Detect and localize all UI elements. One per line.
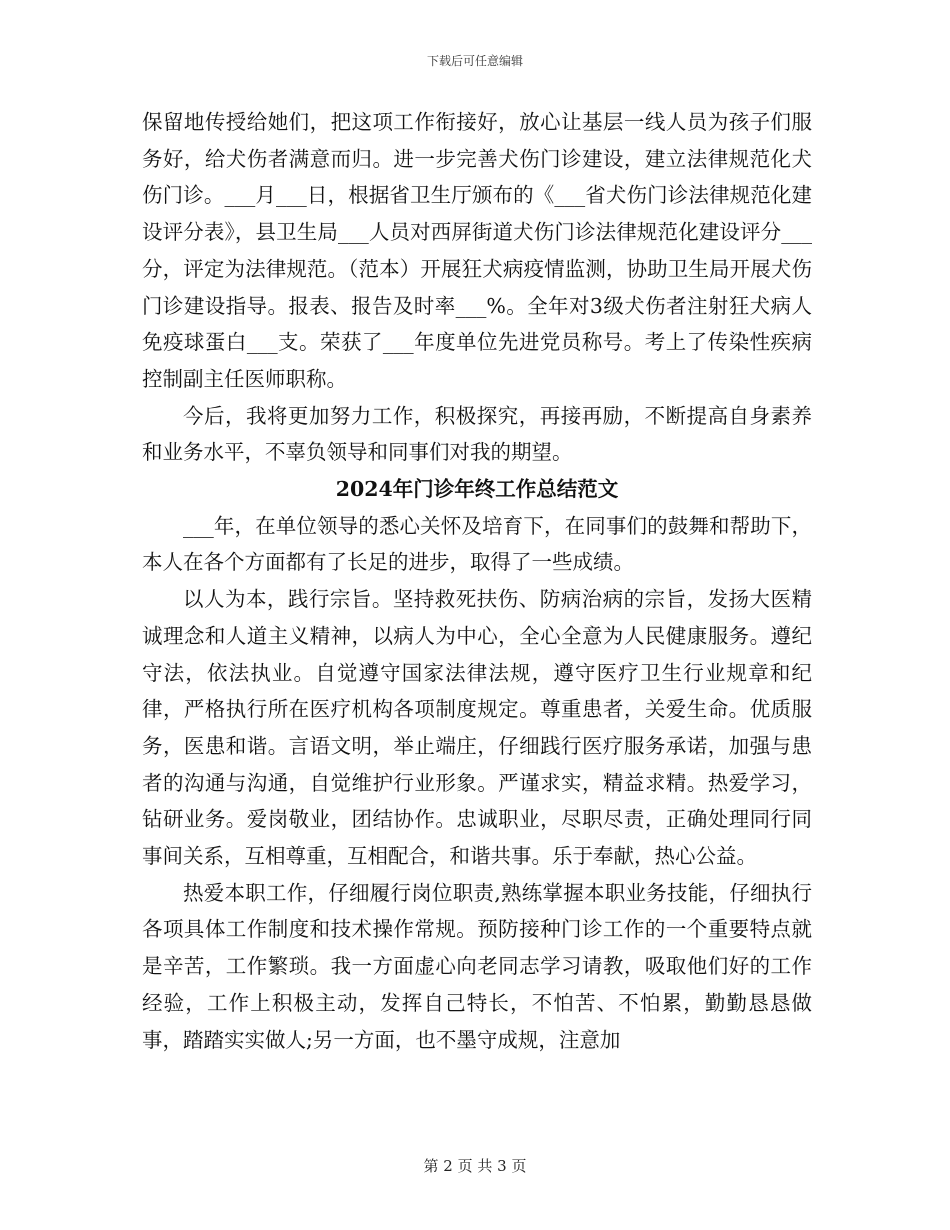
section-title: 2024年门诊年终工作总结范文: [335, 477, 619, 502]
document-body: [142, 104, 812, 1058]
page-number: 第 2 页 共 3 页: [423, 1157, 527, 1175]
paragraph-5: 热爱本职工作，仔细履行岗位职责,熟练掌握本职业务技能，仔细执行各项具体工作制度和技术操作常规。预防接种门诊工作的一个重要特点就是辛苦，工作繁琐。我一方面虚心向老同志学习请教，吸取他们好的工作经验，工作上积极主动，发挥自己特长，不怕苦、不怕累，勤勤恳恳做事，踏踏实实做人;另一方面，也不墨守成规，注意加: [142, 880, 812, 1052]
paragraph-2: 今后，我将更加努力工作，积极探究，再接再励，不断提高自身素养和业务水平，不辜负领导和同事们对我的期望。: [142, 403, 812, 465]
paragraph-4: 以人为本，践行宗旨。坚持救死扶伤、防病治病的宗旨，发扬大医精诚理念和人道主义精神，以病人为中心，全心全意为人民健康服务。遵纪守法，依法执业。自觉遵守国家法律法规，遵守医疗卫生行业规章和纪律，严格执行所在医疗机构各项制度规定。尊重患者，关爱生命。优质服务，医患和谐。言语文明，举止端庄，仔细践行医疗服务承诺，加强与患者的沟通与沟通，自觉维护行业形象。严谨求实，精益求精。热爱学习，钻研业务。爱岗敬业，团结协作。忠诚职业，尽职尽责，正确处理同行同事间关系，互相尊重，互相配合，和谐共事。乐于奉献，热心公益。: [142, 587, 812, 869]
page-header-note: 下载后可任意编辑: [426, 54, 523, 68]
paragraph-1: 保留地传授给她们，把这项工作衔接好，放心让基层一线人员为孩子们服务好，给犬伤者满意而归。进一步完善犬伤门诊建设，建立法律规范化犬伤门诊。___月___日，根据省卫生厅颁布的《___省犬伤门诊法律规范化建设评分表》，县卫生局___人员对西屏街道犬伤门诊法律规范化建设评分___分，评定为法律规范。（范本）开展狂犬病疫情监测，协助卫生局开展犬伤门诊建设指导。报表、报告及时率___%。全年对3级犬伤者注射狂犬病人免疫球蛋白___支。荣获了___年度单位先进党员称号。考上了传染性疾病控制副主任医师职称。: [142, 110, 812, 391]
paragraph-3: ___年，在单位领导的悉心关怀及培育下，在同事们的鼓舞和帮助下，本人在各个方面都有了长足的进步，取得了一些成绩。: [142, 513, 812, 575]
